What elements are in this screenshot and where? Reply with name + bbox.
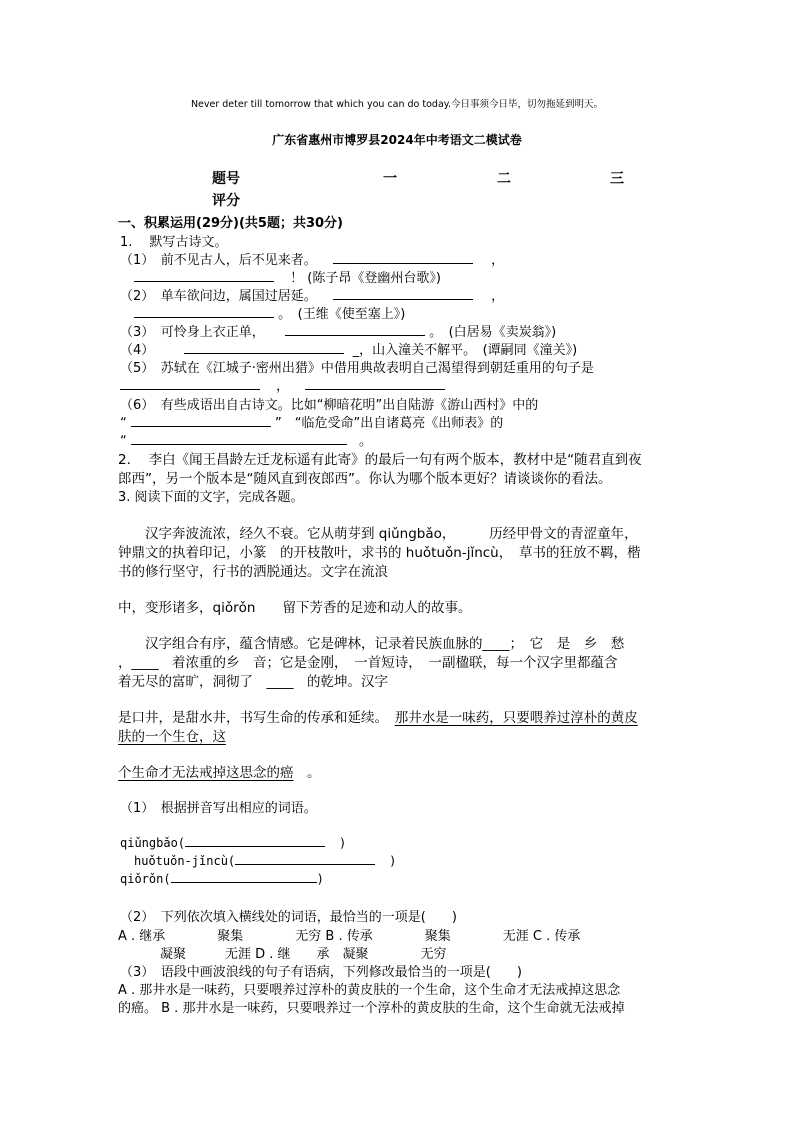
q1-s1-text: （1） 前不见古人，后不见来者。 bbox=[120, 253, 317, 268]
pinyin-3: qiǒrǒn( bbox=[120, 872, 171, 886]
answer-blank[interactable] bbox=[185, 834, 325, 847]
score-table-col-3: 三 bbox=[610, 171, 624, 187]
pinyin-3-end: ) bbox=[316, 872, 324, 886]
page-title: 广东省惠州市博罗县2024年中考语文二模试卷 bbox=[272, 133, 522, 147]
q3-sub3-option-b: 的癌。 B . 那井水是一味药，只要喂养过一个淳朴的黄皮肤的生命，这个生命就无法戒掉 bbox=[118, 1001, 625, 1016]
q1-s5-punct: ， bbox=[276, 379, 290, 394]
answer-blank[interactable] bbox=[285, 323, 425, 336]
q1-line10 bbox=[120, 412, 503, 431]
q1-s4-num: （4） bbox=[120, 343, 155, 358]
section-heading: 一、积累运用(29分)(共5题；共30分) bbox=[118, 216, 343, 231]
q3-p2-line2: ，____ 着浓重的乡 音；它是金刚， 一首短诗， 一副楹联，每一个汉字里都蕴含 bbox=[118, 655, 618, 671]
q1-stem: 1. 默写古诗文。 bbox=[120, 235, 228, 250]
q1-s6-end: 。 bbox=[359, 434, 373, 449]
q1-line2 bbox=[134, 267, 441, 286]
q1-line11 bbox=[120, 430, 372, 449]
q3-p2-line6 bbox=[118, 761, 321, 781]
q1-line1 bbox=[120, 249, 504, 268]
score-table-label-number: 题号 bbox=[212, 171, 240, 187]
q1-line4 bbox=[134, 303, 405, 322]
pinyin-1: qiǔngbǎo( bbox=[120, 836, 186, 850]
q1-line5 bbox=[120, 321, 556, 340]
q1-s2-text: （2） 单车欲问边，属国过居延。 bbox=[120, 289, 317, 304]
q1-s3-source: 。 (白居易《卖炭翁》) bbox=[429, 325, 557, 340]
q3-p1-line2: 钟鼎文的执着印记，小篆 的开枝散叶，求书的 huǒtuǒn-jǐncù， 草书的狂放不羁，楷 bbox=[118, 545, 641, 561]
answer-blank[interactable] bbox=[120, 377, 260, 390]
answer-blank[interactable] bbox=[131, 414, 271, 427]
answer-blank[interactable] bbox=[134, 305, 274, 318]
q3-p1-line1: 汉字奔波流浓，经久不衰。它从萌芽到 qiǔngbǎo， 历经甲骨文的青涩童年， bbox=[118, 526, 638, 542]
answer-blank[interactable] bbox=[171, 870, 317, 883]
q1-s6-text: ” “临危受命”出自诸葛亮《出师表》的 bbox=[275, 416, 504, 431]
q3-sub1: （1） 根据拼音写出相应的词语。 bbox=[120, 801, 317, 816]
q3-sub3: （3） 语段中画波浪线的句子有语病，下列修改最恰当的一项是( ) bbox=[120, 965, 522, 980]
q3-sub2-options-1: A . 继承 聚集 无穷 B . 传承 聚集 无涯 C . 传承 bbox=[118, 929, 581, 944]
q1-line6 bbox=[120, 339, 577, 358]
q2-line1: 2. 李白《闻王昌龄左迁龙标遥有此寄》的最后一句有两个版本，教材中是“随君直到夜 bbox=[118, 452, 642, 468]
pinyin-row-2 bbox=[134, 852, 396, 868]
q3-stem: 3. 阅读下面的文字，完成各题。 bbox=[118, 490, 304, 505]
q2-line2: 郎西”，另一个版本是“随风直到夜郎西”。你认为哪个版本更好？请谈谈你的看法。 bbox=[118, 471, 612, 487]
q3-wavy-sentence-end: 个生命才无法戒掉这思念的癌 bbox=[118, 765, 294, 781]
q1-s3-text: （3） 可怜身上衣正单， bbox=[120, 325, 265, 340]
q3-p1-line4: 中，变形诸多，qiǒrǒn 留下芳香的足迹和动人的故事。 bbox=[118, 600, 472, 616]
q3-p2-text: 是口井，是甜水井，书写生命的传承和延续。 bbox=[118, 710, 395, 726]
answer-blank[interactable] bbox=[333, 287, 473, 300]
pinyin-1-end: ) bbox=[339, 836, 347, 850]
pinyin-2-end: ) bbox=[389, 854, 397, 868]
answer-blank[interactable] bbox=[235, 852, 375, 865]
score-table-col-2: 二 bbox=[497, 171, 511, 187]
q3-sub2: （2） 下列依次填入横线处的词语，最恰当的一项是( ) bbox=[120, 910, 457, 925]
pinyin-row-3 bbox=[120, 870, 324, 886]
q3-p2-line1: 汉字组合有序，蕴含情感。它是碑林，记录着民族血脉的____； 它 是 乡 愁 bbox=[118, 636, 625, 652]
q1-s6-quote: “ bbox=[120, 416, 127, 431]
score-table-col-1: 一 bbox=[383, 171, 397, 187]
q1-s6-quote2: “ bbox=[120, 434, 127, 449]
q3-p2-line5: 肤的一个生仓，这 bbox=[118, 729, 226, 745]
answer-blank[interactable] bbox=[131, 432, 347, 445]
pinyin-2: huǒtuǒn-jǐncù( bbox=[134, 854, 236, 868]
score-table-label-score: 评分 bbox=[212, 193, 240, 209]
q1-line8 bbox=[120, 375, 445, 394]
q1-s4-text: _，山入潼关不解平。 (谭嗣同《潼关》) bbox=[352, 343, 578, 358]
q1-s1-source: ！ (陈子昂《登幽州台歌》) bbox=[290, 271, 441, 286]
q3-sub2-options-2: 凝聚 无涯 D . 继 承 凝聚 无穷 bbox=[160, 947, 447, 962]
q3-p2-line4 bbox=[118, 706, 638, 726]
q1-s2-source: 。 (王维《使至塞上》) bbox=[278, 307, 406, 322]
q3-p2-end: 。 bbox=[293, 765, 321, 781]
q1-line9: （6） 有些成语出自古诗文。比如“柳暗花明”出自陆游《游山西村》中的 bbox=[120, 398, 539, 413]
answer-blank[interactable] bbox=[184, 341, 344, 354]
q1-line7: （5） 苏轼在《江城子·密州出猎》中借用典故表明自己渴望得到朝廷重用的句子是 bbox=[120, 361, 594, 376]
q1-s1-punct: ， bbox=[491, 253, 505, 268]
answer-blank[interactable] bbox=[305, 377, 445, 390]
answer-blank[interactable] bbox=[333, 251, 473, 264]
q3-p2-line3: 着无尽的富旷，洞彻了 ____ 的乾坤。汉字 bbox=[118, 674, 388, 690]
motto: Never deter till tomorrow that which you can do today.今日事须今日毕，切勿拖延到明天。 bbox=[190, 99, 604, 110]
q3-p1-line3: 书的修行坚守，行书的洒脱通达。文字在流浪 bbox=[118, 564, 388, 580]
q3-sub3-option-a: A . 那井水是一味药，只要喂养过淳朴的黄皮肤的一个生命，这个生命才无法戒掉这思念 bbox=[118, 983, 621, 998]
answer-blank[interactable] bbox=[134, 269, 274, 282]
q3-wavy-sentence: 那井水是一味药，只要喂养过淳朴的黄皮 bbox=[394, 710, 638, 726]
q1-s2-punct: ， bbox=[491, 289, 505, 304]
q1-line3 bbox=[120, 285, 504, 304]
pinyin-row-1 bbox=[120, 834, 346, 850]
